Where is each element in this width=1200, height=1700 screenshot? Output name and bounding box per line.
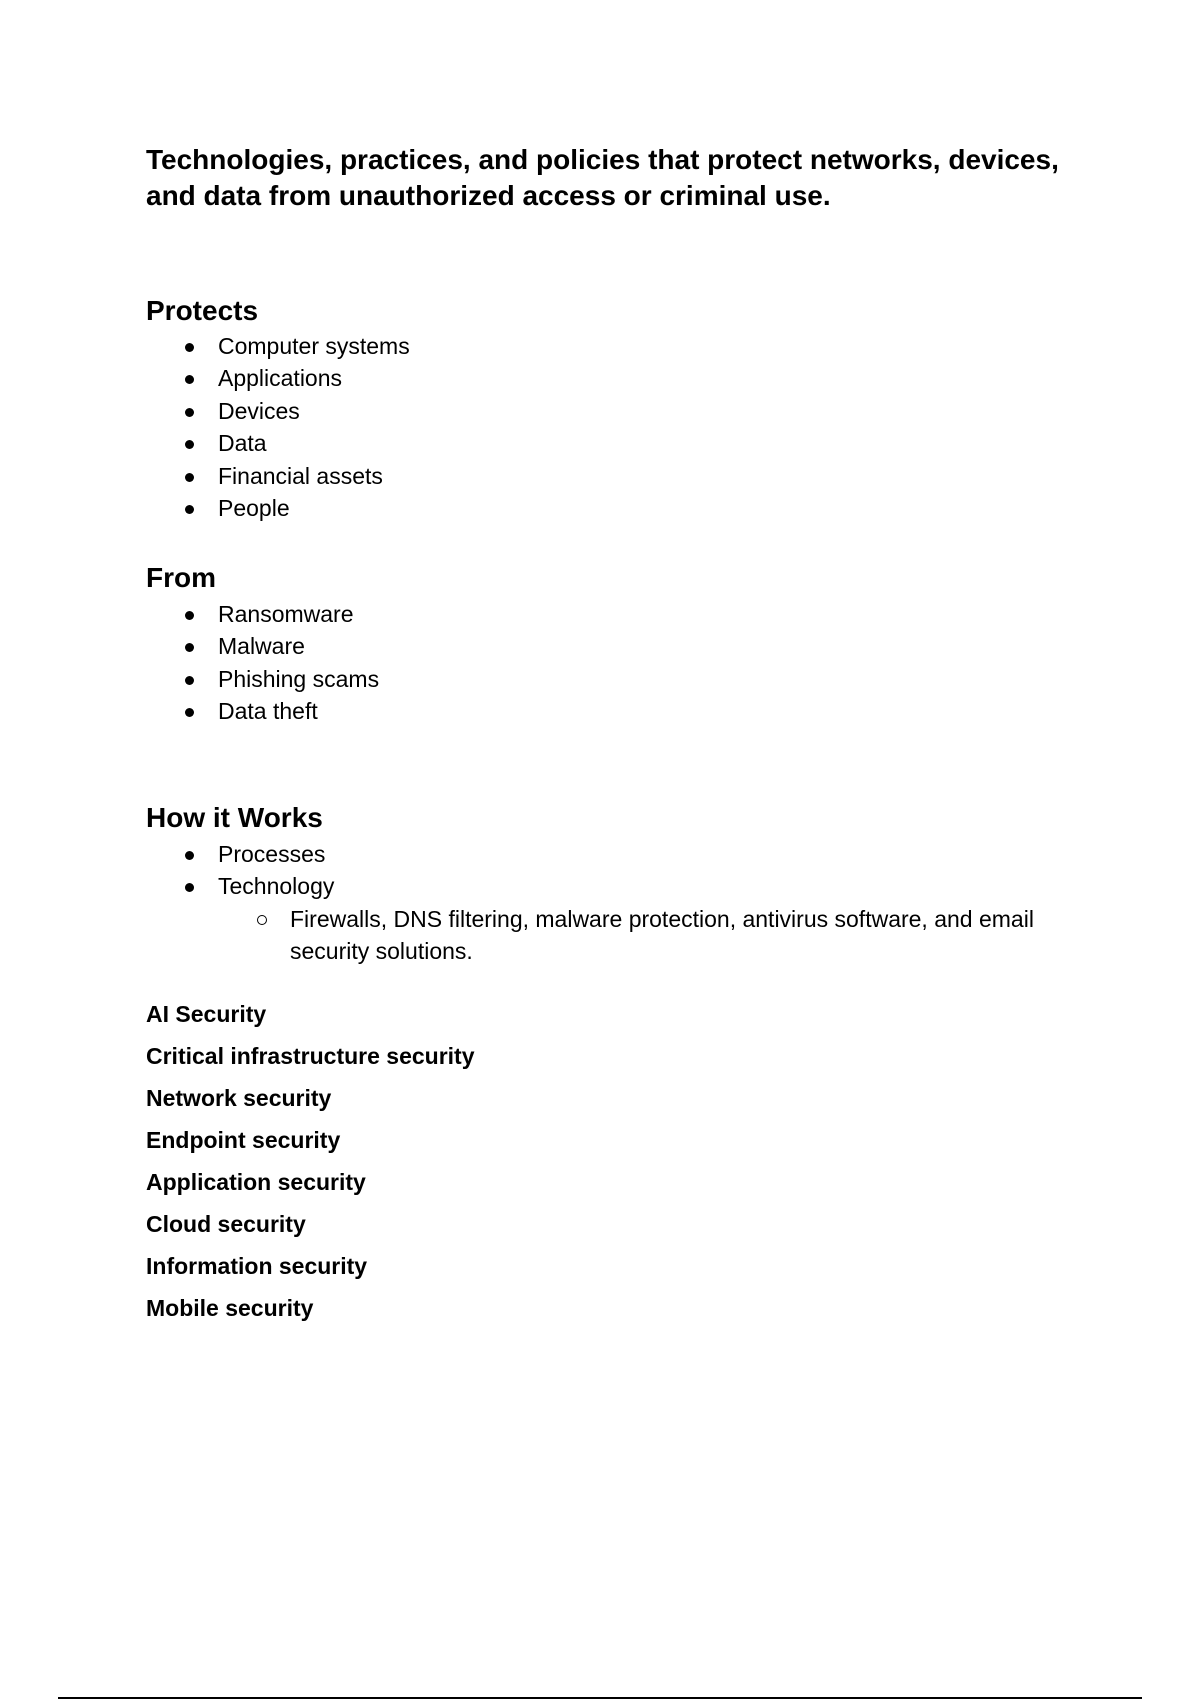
- heading-how-it-works: How it Works: [146, 802, 323, 833]
- footer-divider: [58, 1697, 1142, 1699]
- topic-item: Cloud security: [146, 1211, 306, 1237]
- bullet-icon: [185, 708, 194, 717]
- topic-item: AI Security: [146, 1001, 267, 1027]
- topic-item: Application security: [146, 1169, 366, 1195]
- list-item: Ransomware: [146, 598, 379, 630]
- list-item: Computer systems: [146, 330, 410, 362]
- topic-item: Mobile security: [146, 1295, 314, 1321]
- heading-protects: Protects: [146, 295, 259, 326]
- list-item: Data: [146, 427, 410, 459]
- list-item: Processes: [146, 838, 1090, 870]
- bullet-icon: [185, 343, 194, 352]
- list-item: Malware: [146, 630, 379, 662]
- bullet-icon: [185, 505, 194, 514]
- list-item: Data theft: [146, 695, 379, 727]
- list-item: Technology: [146, 870, 1090, 902]
- bullet-icon: [185, 611, 194, 620]
- bullet-icon: [185, 408, 194, 417]
- intro-statement: Technologies, practices, and policies that protect networks, devices, and data from unauthorized access or criminal use.: [146, 144, 1059, 211]
- protects-list: [146, 330, 410, 524]
- bullet-icon: [185, 851, 194, 860]
- how-it-works-list: [146, 838, 1090, 967]
- from-list: [146, 598, 379, 728]
- list-item: Applications: [146, 362, 410, 394]
- bullet-icon: [185, 643, 194, 652]
- hollow-bullet-icon: [257, 915, 267, 925]
- bullet-icon: [185, 676, 194, 685]
- list-item: People: [146, 492, 410, 524]
- bullet-icon: [185, 473, 194, 482]
- heading-from: From: [146, 562, 216, 593]
- bullet-icon: [185, 375, 194, 384]
- bullet-icon: [185, 883, 194, 892]
- topic-item: Endpoint security: [146, 1127, 341, 1153]
- bullet-icon: [185, 440, 194, 449]
- topic-item: Information security: [146, 1253, 368, 1279]
- security-topics-list: [146, 998, 475, 1334]
- list-item: Financial assets: [146, 460, 410, 492]
- topic-item: Critical infrastructure security: [146, 1043, 475, 1069]
- list-item: Phishing scams: [146, 663, 379, 695]
- list-item: Devices: [146, 395, 410, 427]
- sub-list-item: Firewalls, DNS filtering, malware protection, antivirus software, and email security solutions.: [146, 903, 1090, 967]
- topic-item: Network security: [146, 1085, 332, 1111]
